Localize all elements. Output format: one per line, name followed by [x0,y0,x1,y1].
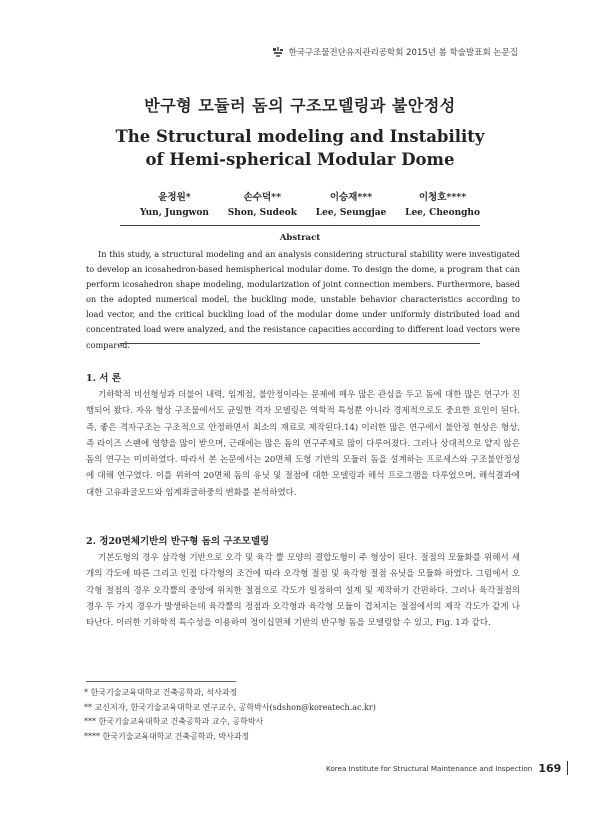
author-name-en: Yun, Jungwon [140,208,209,218]
author-list [140,189,480,218]
section-2-text: 기본도형의 경우 삼각형 기반으로 오각 및 육각 뿔 모양의 결합도형이 주 형상이 된다. 절점의 모듈화를 위해서 세 개의 각도에 따른 그리고 인접 다각형의 조건에 따라 오각형 절점 및 육각형 절점 유닛을 모듈화 하였다. 그림에서 오각형 절점의 경우 오각뿔의 중앙에 위치한 절점으로 각도가 일정하여 설계 및 제작하기 간편하다. 그러나 육각절점의 경우 두 가지 경우가 발생하는데 육각뿔의 정점과 오각형과 육각형 모듈이 겹쳐지는 절점에서의 제작 각도가 같게 나타난다. 이러한 기하학적 특수성을 이용하여 정이십면체 기반의 반구형 돔을 모델링할 수 있고, Fig. 1과 같다. [86,553,520,629]
author-2 [228,189,297,218]
running-header [272,46,518,58]
author-name-ko: 이청호**** [418,192,467,203]
footnote-4: **** 한국기술교육대학교 건축공학과, 박사과정 [84,732,250,742]
section-1-text: 기하학적 비선형성과 더불어 내력, 임계점, 불안정이라는 문제에 매우 많은 관심을 두고 돔에 대한 많은 연구가 진행되어 왔다. 자유 형상 구조물에서도 균일한 격자 모델링은 역학적 특성뿐 아니라 경제적으로도 중요한 요인이 된다. 즉, 좋은 격자구조는 구조적으로 안정하면서 최소의 재료로 제작된다.14) 이러한 많은 연구에서 불안정 현상은 형상, 즉 라이즈 스팬에 영향을 많이 받으며, 근래에는 많은 돔의 연구주제로 많이 다루어졌다. 그러나 상대적으로 얕지 않은 돔의 연구는 미비하였다. 따라서 본 논문에서는 20면체 도형 기반의 모듈러 돔을 설계하는 프로세스와 구조불안정성에 대해 연구였다. 이를 위하여 20면체 돔의 유닛 및 절점에 대한 모델링과 해석 프로그램을 다루었으며, 해석결과에 대한 고유좌굴모드와 임계좌굴하중의 변화를 분석하였다. [86,390,520,498]
author-name-en: Lee, Seungjae [315,208,387,218]
page-footer [326,761,568,775]
author-3 [316,189,386,218]
footnote-1: * 한국기술교육대학교 건축공학과, 석사과정 [84,688,238,697]
footnotes [84,686,376,745]
section-1-heading: 1. 서 론 [86,373,121,384]
footnote-rule [86,681,236,682]
title-english [0,125,600,171]
footer-divider [567,761,568,775]
abstract-top-rule [120,225,480,226]
footnote-3: *** 한국기술교육대학교 건축공학과 교수, 공학박사 [84,717,264,727]
society-logo-icon [272,46,284,58]
footnote-2: ** 교신저자, 한국기술교육대학교 연구교수, 공학박사(sdshon@koreatech.ac.kr) [84,702,376,712]
section-2-heading: 2. 정20면체기반의 반구형 돔의 구조모델링 [86,536,270,547]
author-name-ko: 이승재*** [329,192,373,203]
footer-journal: Korea Institute for Structural Maintenance and Inspection [326,763,533,773]
author-name-en: Lee, Cheongho [405,208,480,218]
abstract-heading: Abstract [279,233,321,243]
abstract-text: In this study, a structural modeling and an analysis considering structural stability were investigated to develop an icosahedron-based hemispherical modular dome. To design the dome, a program that can perform icosahedron shape modeling, modularization of joint connection members. Furthermore, based on the adopted numerical model, the buckling mode, unstable behavior characteristics according to load vector, and the critical buckling load of the modular dome under uniformly distributed load and concentrated load were analyzed, and the resistance capacities according to different load vectors were compared. [86,249,520,350]
title-korean: 반구형 모듈러 돔의 구조모델링과 불안정성 [144,96,456,115]
title-english-line2: of Hemi-spherical Modular Dome [145,150,455,169]
abstract-bottom-rule [120,343,480,344]
page-number: 169 [538,761,562,775]
title-english-line1: The Structural modeling and Instability [115,127,485,146]
author-name-en: Shon, Sudeok [227,208,297,218]
header-text: 한국구조물진단유지관리공학회 2015년 봄 학술발표회 논문집 [288,48,518,58]
author-name-ko: 윤정원* [158,192,191,203]
author-4 [405,189,480,218]
author-1 [140,189,209,218]
author-name-ko: 손수덕** [243,192,282,203]
